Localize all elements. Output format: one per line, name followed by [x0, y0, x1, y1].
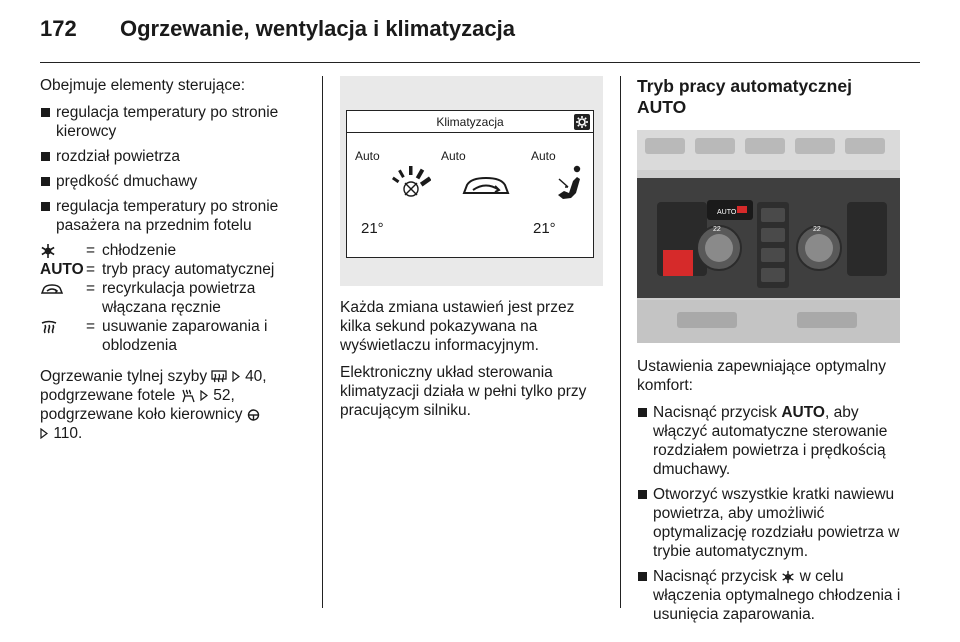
column-2 [340, 76, 605, 428]
page-reference-icon [232, 371, 241, 382]
snowflake-icon [40, 243, 56, 259]
list-item: Nacisnąć przycisk AUTO, aby włączyć automatyczne sterowanie rozdziałem powietrza i prędkością dmuchawy. [637, 403, 905, 479]
auto-mode-steps [637, 403, 905, 624]
bullet-square [41, 177, 50, 186]
snowflake-icon [781, 570, 795, 584]
bullet-square [41, 152, 50, 161]
bullet-square [638, 490, 647, 499]
list-item: regulacja temperatury po stronie kierowcy [40, 103, 310, 141]
control-panel-illustration [637, 130, 900, 343]
display-auto-label-distribution: Auto [531, 149, 556, 163]
recirculation-icon [461, 173, 511, 199]
recirculation-icon [40, 282, 64, 296]
legend-key [40, 279, 86, 298]
display-title: Klimatyzacja [347, 111, 593, 133]
display-temp-right: 21° [533, 220, 556, 237]
header-rule [40, 62, 920, 63]
column-divider-2 [620, 76, 621, 608]
windshield-defrost-icon [40, 320, 58, 334]
page-reference-icon [200, 390, 209, 401]
heated-seat-icon [180, 389, 196, 403]
page-number: 172 [40, 16, 77, 41]
control-panel-photo [637, 130, 900, 343]
engine-note-text: Elektroniczny układ sterowania klimatyzacji działa w pełni tylko przy pracującym silniku. [340, 364, 587, 419]
bullet-square [638, 572, 647, 581]
controls-list [40, 103, 310, 235]
legend-equals: = [86, 261, 96, 278]
air-distribution-icon [555, 165, 585, 201]
display-temp-left: 21° [361, 220, 384, 237]
heated-features-text: Ogrzewanie tylnej szyby 40, podgrzewane fotele 52, podgrzewane koło kierownicy 110. [40, 368, 267, 442]
display-auto-label-recirc: Auto [441, 149, 466, 163]
legend-row-auto [40, 260, 310, 279]
rear-window-heater-icon [211, 370, 227, 383]
bullet-square [638, 408, 647, 417]
display-info-text: Każda zmiana ustawień jest przez kilka sekund pokazywana na wyświetlaczu informacyjnym. [340, 299, 575, 354]
legend-desc: usuwanie zaparowania i oblodzenia [102, 318, 268, 354]
list-item: Nacisnąć przycisk w celu włączenia optymalnego chłodzenia i usunięcia zaparowania. [637, 567, 905, 624]
legend-key: AUTO [40, 261, 84, 278]
legend-equals: = [86, 318, 96, 335]
legend-desc: recyrkulacja powietrza włączana ręcznie [102, 280, 256, 316]
legend-desc: tryb pracy automatycznej [102, 261, 275, 278]
list-item: regulacja temperatury po stronie pasażera na przednim fotelu [40, 197, 310, 235]
page-reference-icon [40, 428, 49, 439]
list-item: Otworzyć wszystkie kratki nawiewu powietrza, aby umożliwić optymalizację rozdziału powietrza w trybie automatycznym. [637, 485, 905, 561]
legend-key [40, 317, 86, 336]
column-1 [40, 76, 310, 451]
right-dial-value: 22 [813, 226, 821, 233]
legend-equals: = [86, 280, 96, 297]
column-3 [637, 76, 905, 630]
legend [40, 241, 310, 355]
heated-steering-wheel-icon [247, 408, 260, 421]
legend-row-defrost [40, 317, 310, 355]
page-header [40, 16, 920, 56]
settings-gear-icon [574, 114, 590, 130]
legend-key [40, 241, 86, 260]
auto-button-label: AUTO [717, 209, 737, 216]
climate-display-screen [346, 110, 594, 258]
list-item: rozdział powietrza [40, 147, 310, 166]
list-item: prędkość dmuchawy [40, 172, 310, 191]
legend-desc: chłodzenie [102, 242, 177, 259]
legend-row-cooling [40, 241, 310, 260]
section-heading: Tryb pracy automatycznej AUTO [637, 76, 852, 117]
fan-speed-icon [391, 165, 431, 199]
controls-intro: Obejmuje elementy sterujące: [40, 77, 246, 94]
legend-equals: = [86, 242, 96, 259]
legend-row-recirculation [40, 279, 310, 317]
display-auto-label-fan: Auto [355, 149, 380, 163]
column-divider-1 [322, 76, 323, 608]
page-title: Ogrzewanie, wentylacja i klimatyzacja [120, 16, 515, 41]
bullet-square [41, 202, 50, 211]
left-dial-value: 22 [713, 226, 721, 233]
comfort-intro: Ustawienia zapewniające optymalny komfort: [637, 358, 886, 394]
bullet-square [41, 108, 50, 117]
climate-display-figure [340, 76, 603, 286]
